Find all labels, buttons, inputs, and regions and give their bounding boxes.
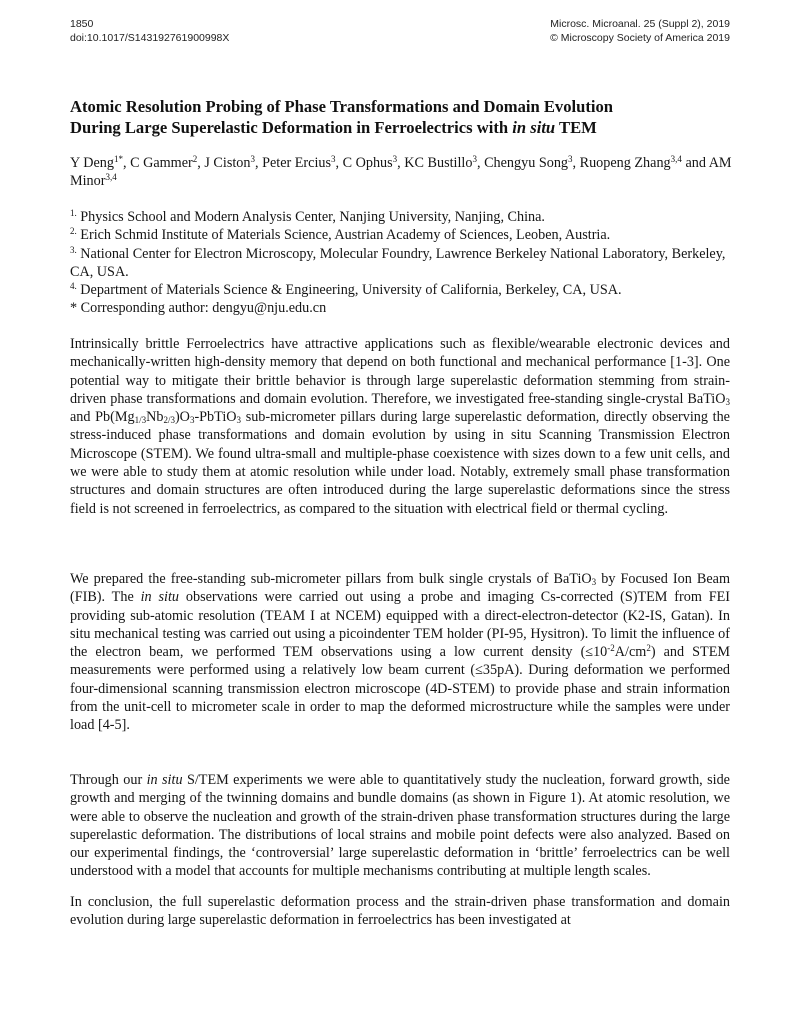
author: Chengyu Song$^3$, [484,154,580,171]
author: Y Deng$^{1*}$, [70,154,131,171]
affiliations [70,208,750,318]
body-paragraph-4: In conclusion, the full superelastic deformation process and the strain-driven phase transformation and domain evolution during large superelastic deformation in ferroelectrics has been investigated at [70,894,730,929]
paper-title [70,96,750,138]
author: KC Bustillo$^3$, [404,154,485,171]
affiliation: $^{2.}$ Erich Schmid Institute of Materials Science, Austrian Academy of Sciences, Leoben, Austria. [70,226,611,244]
affiliation: $^{4.}$ Department of Materials Science & Engineering, University of California, Berkeley, CA, USA. [70,281,622,299]
body-paragraph-2: We prepared the free-standing sub-micrometer pillars from bulk single crystals of BaTiO$_3$ by Focused Ion Beam (FIB). The in situ observations were carried out using a probe and imaging Cs-corrected (S)TEM from FEI providing sub-atomic resolution (TEAM I at NCEM) equipped with a direct-electron-detector (K2-IS, Gatan). In situ mechanical testing was carried out using a picoindenter TEM holder (PI-95, Hysitron). To limit the influence of the electron beam, we performed TEM observations using a low current density $(\le 10^{-2}A/cm^2)$ and STEM measurements were performed using a relatively low beam current (≤35pA). During deformation we performed four-dimensional scanning transmission electron microscope (4D-STEM) to provide phase and strain information from the unit-cell to micrometer scale in order to map the deformed microstructure while the samples were under load [4-5]. [70,571,730,734]
copyright: © Microscopy Society of America 2019 [550,32,730,44]
title-line-2 [70,117,750,138]
title-text: During Large Superelastic Deformation in Ferroelectrics with [70,118,513,137]
author-list [70,154,750,191]
body-paragraph-1: Intrinsically brittle Ferroelectrics have attractive applications such as flexible/wearable electronic devices and mechanically-written high-density memory that depend on both functional and mechanical performance [1-3]. One potential way to mitigate their brittle behavior is through large superelastic deformation stemming from strain-driven phase transformations and domain evolution. Therefore, we investigated free-standing single-crystal BaTiO$_3$ and $Pb(Mg_{1/3}Nb_{2/3})O_3-PbTiO_3$ sub-micrometer pillars during large superelastic deformation, directly observing the stress-induced phase transformations and domain evolution by using in situ Scanning Transmission Electron Microscope (STEM). We found ultra-small and multiple-phase coexistence with sizes down to a few unit cells, and we were able to study them at atomic resolution while under load. Notably, extremely small phase transformation structures and domain structures are often introduced during the large superelastic deformations since the stress field is not screened in ferroelectrics, as compared to the situation with electrical field or thermal cycling. [70,336,730,517]
author: Peter Ercius$^3$, [262,154,343,171]
title-text: TEM [555,118,597,137]
doi: doi:10.1017/S143192761900998X [70,32,230,44]
affiliation: $^{1.}$ Physics School and Modern Analysis Center, Nanjing University, Nanjing, China. [70,208,545,225]
author: J Ciston$^3$, [204,154,263,171]
header-right [550,17,730,45]
corresponding-author: * Corresponding author: dengyu@nju.edu.cn [70,300,327,317]
affiliation: $^{3.}$ National Center for Electron Microscopy, Molecular Foundry, Lawrence Berkeley National Laboratory, Berkeley, CA, USA. [70,244,726,280]
author: C Ophus$^3$, [342,154,405,171]
author: AM Minor$^{3,4}$ [70,155,732,190]
author: C Gammer$^2$, [130,154,205,171]
journal-citation: Microsc. Microanal. 25 (Suppl 2), 2019 [550,18,730,30]
title-italic: in situ [512,118,556,137]
page-number: 1850 [70,18,94,30]
body-paragraph-3: Through our in situ S/TEM experiments we were able to quantitatively study the nucleation, forward growth, side growth and merging of the twinning domains and bundle domains (as shown in Figure 1). At atomic resolution, we were able to observe the nucleation and growth of the strain-driven phase transformation structures during the large superelastic deformation. The distributions of local strains and mobile point defects were also analyzed. Based on our experimental findings, the ‘controversial’ large superelastic deformation in ‘brittle’ ferroelectrics can be well understood with a model that accounts for multiple mechanisms contributing at multiple length scales. [70,772,730,880]
header-left [70,17,229,45]
author: Ruopeng Zhang$^{3,4}$ and [579,154,709,171]
title-line-1: Atomic Resolution Probing of Phase Transformations and Domain Evolution [70,97,614,116]
